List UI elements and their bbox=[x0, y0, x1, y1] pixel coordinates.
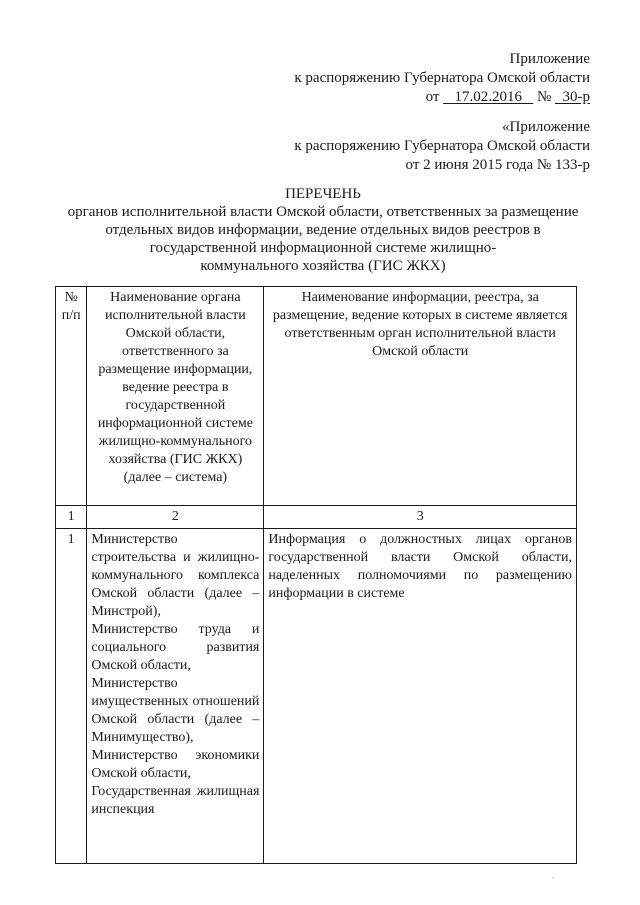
number-prefix: № bbox=[536, 89, 552, 105]
header-organ: Наименование органа исполнительной власти Омской области, ответственного за размещение информации, ведение реестра в государственной информационной системе жилищно-коммунального хозяйства (ГИС ЖКХ) (далее – система) bbox=[87, 287, 264, 506]
appendix-order-ref: к распоряжению Губернатора Омской области bbox=[294, 70, 590, 86]
appendix-header-current bbox=[294, 50, 590, 107]
prior-appendix-label: «Приложение bbox=[501, 119, 590, 135]
row-number: 1 bbox=[56, 529, 87, 864]
organ-item: Государственная жилищная инспекция bbox=[91, 784, 260, 817]
prior-order-ref: к распоряжению Губернатора Омской области bbox=[294, 138, 590, 154]
title-heading: ПЕРЕЧЕНЬ bbox=[285, 186, 361, 202]
order-date bbox=[443, 89, 533, 105]
column-number: 1 bbox=[56, 506, 87, 529]
row-information: Информация о должностных лицах органов государственной власти Омской области, наделенных полномочиями по размещению информации в системе bbox=[264, 529, 577, 864]
row-organs bbox=[87, 529, 264, 864]
title-line-3: государственной информационной системе жилищно- bbox=[149, 240, 497, 256]
column-number: 2 bbox=[87, 506, 264, 529]
organ-item: Министерство экономики Омской области, bbox=[91, 748, 260, 781]
column-number-row bbox=[56, 506, 577, 529]
column-number: 3 bbox=[264, 506, 577, 529]
header-number: № п/п bbox=[56, 287, 87, 506]
organ-item: Министерство имущественных отношений Омской области (далее – Минимущество), bbox=[91, 676, 260, 745]
prior-order-date: от 2 июня 2015 года № 133-р bbox=[405, 157, 590, 173]
responsibility-table bbox=[55, 286, 577, 864]
header-information: Наименование информации, реестра, за размещение, ведение которых в системе является ответственным орган исполнительной власти Омской области bbox=[264, 287, 577, 506]
organ-item: Министерство труда и социального развития Омской области, bbox=[91, 622, 260, 673]
organ-item: Министерство строительства и жилищно-коммунального комплекса Омской области (далее – Минстрой), bbox=[91, 532, 260, 619]
table-row bbox=[56, 529, 577, 864]
title-line-4: коммунального хозяйства (ГИС ЖКХ) bbox=[200, 258, 446, 274]
date-prefix: от bbox=[425, 89, 440, 105]
title-line-1: органов исполнительной власти Омской области, ответственных за размещение bbox=[67, 204, 579, 220]
table-header-row bbox=[56, 287, 577, 506]
document-title bbox=[40, 185, 606, 275]
order-number bbox=[555, 89, 590, 105]
order-date-value: 17.02.2016 bbox=[454, 89, 522, 105]
appendix-header-prior bbox=[294, 118, 590, 175]
scan-speck: · bbox=[551, 874, 554, 883]
appendix-label: Приложение bbox=[509, 51, 590, 67]
order-number-value: 30-р bbox=[562, 89, 590, 105]
appendix-date-number bbox=[294, 88, 590, 107]
title-line-2: отдельных видов информации, ведение отдельных видов реестров в bbox=[105, 222, 541, 238]
